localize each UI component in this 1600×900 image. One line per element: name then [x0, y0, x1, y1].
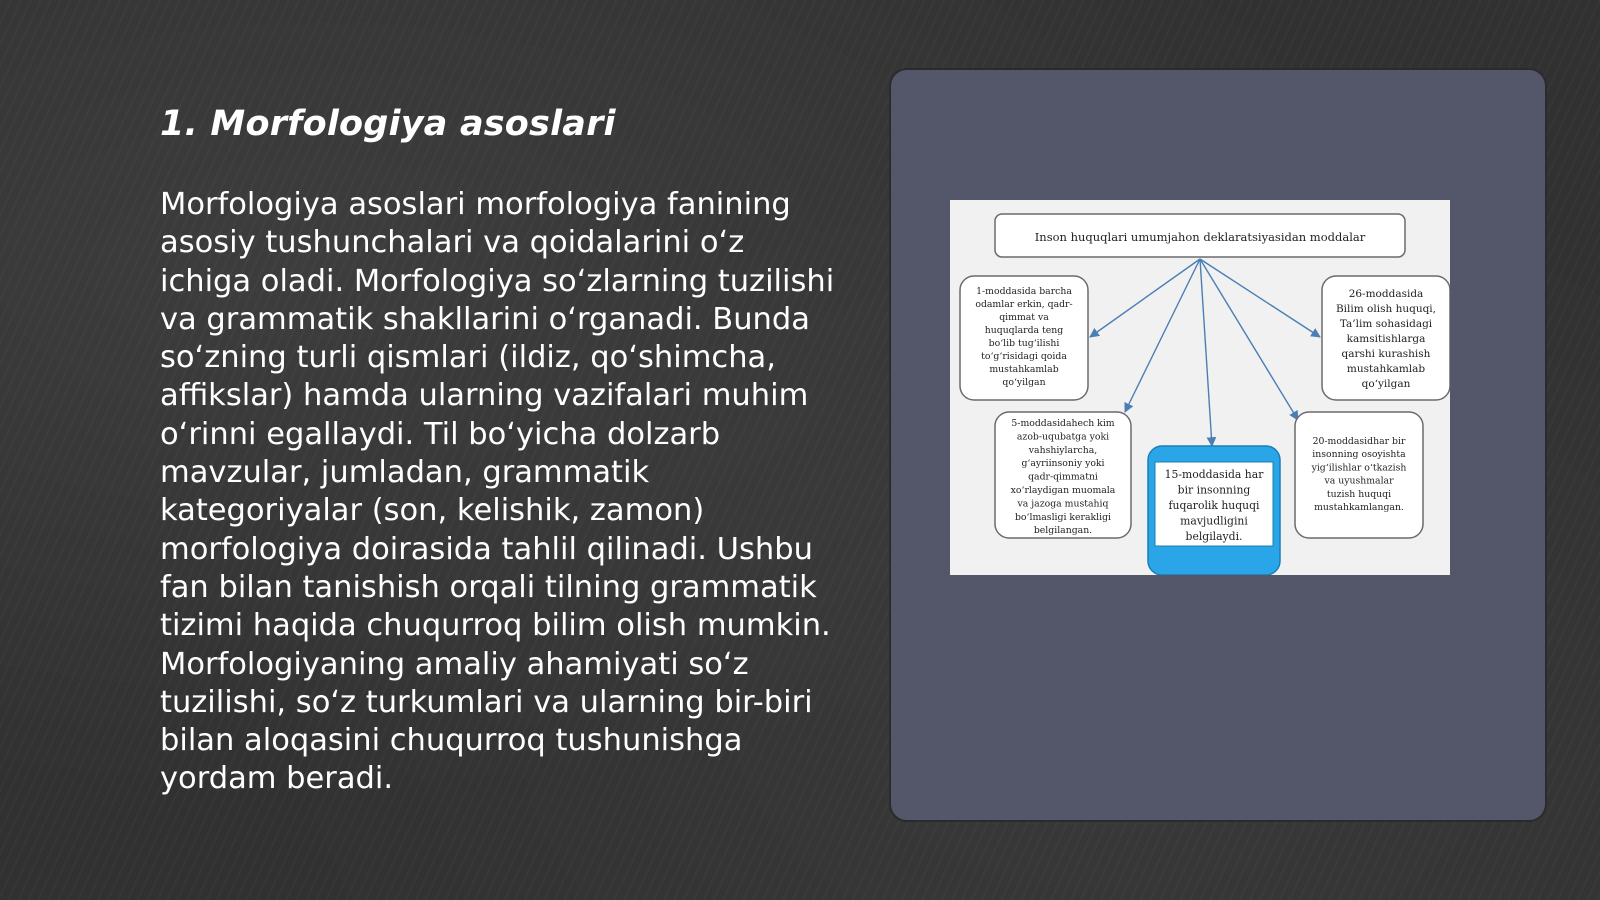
- node-article-1: [960, 276, 1088, 400]
- node-text-line: odamlar erkin, qadr-: [975, 299, 1073, 310]
- node-text-line: to‘g‘risidagi qoida: [981, 351, 1067, 362]
- node-text-line: belgilangan.: [1033, 525, 1093, 537]
- node-text-line: 20-moddasidhar bir: [1312, 436, 1406, 447]
- node-text-line: xo‘rlaydigan muomala: [1010, 485, 1116, 496]
- node-text-line: 5-moddasidahech kim: [1011, 418, 1115, 429]
- node-text-line: mustahkamlangan.: [1314, 502, 1404, 513]
- node-text-line: qimmat va: [999, 312, 1049, 323]
- slide-body-text: Morfologiya asoslari morfologiya fanining asosiy tushunchalari va qoidalarini o‘z ichiga oladi. Morfologiya so‘zlarning tuzilishi va grammatik shakllarini o‘rganadi. Bunda so‘zning turli qismlari (ildiz, qo‘shimcha, affikslar) hamda ularning vazifalari muhim o‘rinni egallaydi. Til bo‘yicha dolzarb mavzular, jumladan, grammatik kategoriyalar (son, kelishik, zamon) morfologiya doirasida tahlil qilinadi. Ushbu fan bilan tanishish orqali tilning grammatik tizimi haqida chuqurroq bilim olish mumkin. Morfologiyaning amaliy ahamiyati so‘z tuzilishi, so‘z turkumlari va ularning bir-biri bilan aloqasini chuqurroq tushunishga yordam beradi.: [160, 187, 835, 797]
- node-text-line: va jazoga mustahiq: [1017, 498, 1109, 510]
- node-text-line: qarshi kurashish: [1341, 348, 1431, 360]
- declaration-diagram-image: [950, 200, 1450, 575]
- slide-title: 1. Morfologiya asoslari: [160, 104, 616, 144]
- node-text-line: fuqarolik huquqi: [1168, 499, 1260, 512]
- node-text-line: 1-moddasida barcha: [976, 286, 1072, 297]
- arrow-to-m20: [1200, 259, 1298, 420]
- arrow-to-m1: [1090, 259, 1200, 337]
- node-text-line: mustahkamlab: [1346, 363, 1426, 375]
- node-text-line: mavjudligini: [1180, 514, 1248, 528]
- node-article-5: [995, 412, 1131, 538]
- node-text-line: qo‘yilgan: [1002, 377, 1046, 388]
- node-article-26: [1322, 276, 1450, 400]
- node-text-line: yig‘ilishlar o‘tkazish: [1311, 462, 1407, 474]
- node-article-15-highlighted: [1148, 446, 1280, 575]
- node-text-line: mustahkamlab: [989, 364, 1059, 375]
- node-article-20: [1295, 412, 1423, 538]
- node-text-line: 26-moddasida: [1348, 288, 1424, 300]
- node-text-line: bo‘lib tug‘ilishi: [988, 338, 1060, 349]
- arrow-to-m26: [1200, 259, 1320, 337]
- node-text-line: bo‘lmasligi kerakligi: [1014, 511, 1112, 523]
- node-text-m26: [1336, 288, 1436, 390]
- arrow-to-m5: [1125, 259, 1200, 412]
- node-text-line: g‘ayriinsoniy yoki: [1021, 458, 1105, 470]
- node-text-line: qo‘yilgan: [1361, 378, 1411, 390]
- node-text-line: bir insonning: [1177, 483, 1251, 497]
- node-text-line: vahshiylarcha,: [1028, 444, 1098, 456]
- node-text-line: belgilaydi.: [1185, 530, 1243, 543]
- node-text-line: va uyushmalar: [1324, 475, 1394, 487]
- arrow-to-m15: [1200, 259, 1212, 446]
- diagram-header-text: Inson huquqlari umumjahon deklaratsiyasidan moddalar: [1034, 230, 1366, 244]
- node-text-line: insonning osoyishta: [1312, 449, 1406, 461]
- node-text-line: Ta’lim sohasidagi: [1339, 318, 1433, 330]
- node-text-line: 15-moddasida har: [1164, 468, 1264, 481]
- node-text-line: qadr-qimmatni: [1028, 471, 1098, 483]
- node-text-line: azob-uqubatga yoki: [1016, 431, 1110, 443]
- node-text-line: Bilim olish huquqi,: [1335, 303, 1437, 315]
- node-text-line: tuzish huquqi: [1326, 488, 1392, 500]
- node-text-line: kamsitishlarga: [1346, 333, 1426, 345]
- node-text-line: huquqlarda teng: [984, 325, 1064, 336]
